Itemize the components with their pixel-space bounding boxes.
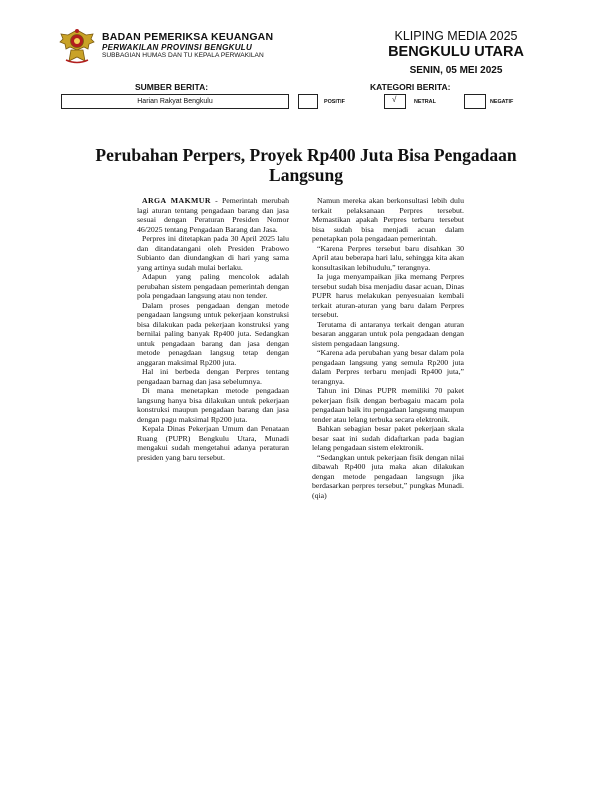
article-paragraph: Dalam proses pengadaan dengan metode pengadaan langsung untuk pekerjaan konstruksi bisa dilakukan pada pekerjaan konstruksi yang bernilai paling banyak Rp400 juta. Sedangkan untuk pengadaan barang dan jasa dengan metode penagdaan langsug tetap dengan anggaran maksimal Rp200 juta.: [137, 300, 289, 367]
clipping-header: [300, 29, 612, 76]
category-negative-label: NEGATIF: [490, 99, 514, 105]
article-paragraph: “Karena ada perubahan yang besar dalam pola pengadaan langsung yang semula Rp200 juta dalam Perpres terbaru menjadi Rp400 juta,” terangnya.: [312, 348, 464, 386]
category-neutral-label: NETRAL: [414, 99, 436, 105]
article-paragraph: [137, 196, 289, 234]
org-branch: PERWAKILAN PROVINSI BENGKULU: [102, 43, 253, 53]
article-paragraph: Terutama di antaranya terkait dengan aturan besaran anggaran untuk pola pengadaan dengan sistem pengadaan langsung.: [312, 319, 464, 348]
dateline: ARGA MAKMUR: [142, 196, 211, 205]
org-name: BADAN PEMERIKSA KEUANGAN: [102, 31, 274, 43]
source-field: Harian Rakyat Bengkulu: [61, 94, 289, 109]
positive-checkbox: [298, 94, 318, 109]
clipping-date: SENIN, 05 MEI 2025: [409, 65, 503, 76]
article-column-2: [312, 196, 464, 500]
article-paragraph: Hal ini berbeda dengan Perpres tentang pengadaan barnag dan jasa sebelumnya.: [137, 367, 289, 386]
article-paragraph: “Sedangkan untuk pekerjaan fisik dengan nilai dibawah Rp400 juta maka akan dilakukan dengan metode pengadaan langsugn jika berdasarkan perpres tersebut,” pungkas Munadi. (qia): [312, 452, 464, 500]
negative-checkbox: [464, 94, 486, 109]
article-paragraph: “Karena Perpres tersebut baru disahkan 30 April atau beberapa hari lalu, sehingga kita akan konsultasikan lebihudulu,” terangnya.: [312, 243, 464, 272]
article-paragraph: Ia juga menyampaikan jika memang Perpres tersebut sudah bisa menjadiu dasar acuan, Dinas PUPR harus melakukan penyesuaian kembali terkait aturan-aturan yang baru dalam Perpres tersebut.: [312, 272, 464, 319]
article-paragraph: Kepala Dinas Pekerjaan Umum dan Penataan Ruang (PUPR) Bengkulu Utara, Munadi mengakui sudah mengetahui adanya peraturan presiden yang baru tersebut.: [137, 424, 289, 462]
bpk-garuda-emblem-icon: [58, 26, 96, 66]
org-block: [102, 31, 273, 60]
article-paragraph: Tahun ini Dinas PUPR memiliki 70 paket pekerjaan fisik dengan berbagaiu macam pola pengadaan baik itu pengadaan langsung maupun tender atau lelang terbuka secara elektronik.: [312, 386, 464, 424]
article-headline: Perubahan Perpers, Proyek Rp400 Juta Bisa Pengadaan Langsung: [95, 145, 517, 185]
article-paragraph: Di mana menetapkan metode pengadaan langsung hanya bisa dilakukan untuk pekerjaan konstruksi maupun pengadaan barang dan jasa dengan pagu maksimal Rp200 juta.: [137, 386, 289, 424]
article-paragraph: Adapun yang paling mencolok adalah perubahan sistem pengadaan pemerintah dengan pola pengadaan langsung atau non tender.: [137, 272, 289, 300]
category-positive-label: POSITIF: [324, 99, 345, 105]
article-paragraph: Namun mereka akan berkonsultasi lebih dulu terkait pelaksanaan Perpres tersebut. Memastikan apakah Perpres terbaru tersebut bisa sudah bisa menjadi acuan dalam penetapkan pola pengadaan pemerintah.: [312, 196, 464, 243]
article-paragraph: Bahkan sebagian besar paket pekerjaan skala besar saat ini sudah didaftarkan pada bagian lelang pengadaan sistem elektronik.: [312, 424, 464, 452]
article-paragraph: Perpres ini ditetapkan pada 30 April 2025 lalu dan ditandatangani oleh Presiden Prabowo Subianto dan diundangkan di hari yang sama yang artinya sudah mulai berlaku.: [137, 234, 289, 272]
org-subdivision: SUBBAGIAN HUMAS DAN TU KEPALA PERWAKILAN: [102, 52, 264, 60]
clipping-title: KLIPING MEDIA 2025: [394, 29, 518, 43]
source-label: SUMBER BERITA:: [135, 82, 209, 92]
category-label: KATEGORI BERITA:: [370, 82, 451, 92]
clipping-region: BENGKULU UTARA: [388, 44, 524, 60]
neutral-checkmark: √: [392, 95, 397, 104]
lead-text: - Pemerintah merubah lagi aturan tentang pengadaan barang dan jasa sesuai dengan Peraturan Presiden Nomor 46/2025 tentang Pengadaan Barang dan Jasa.: [137, 196, 289, 234]
article-column-1: [137, 196, 289, 462]
